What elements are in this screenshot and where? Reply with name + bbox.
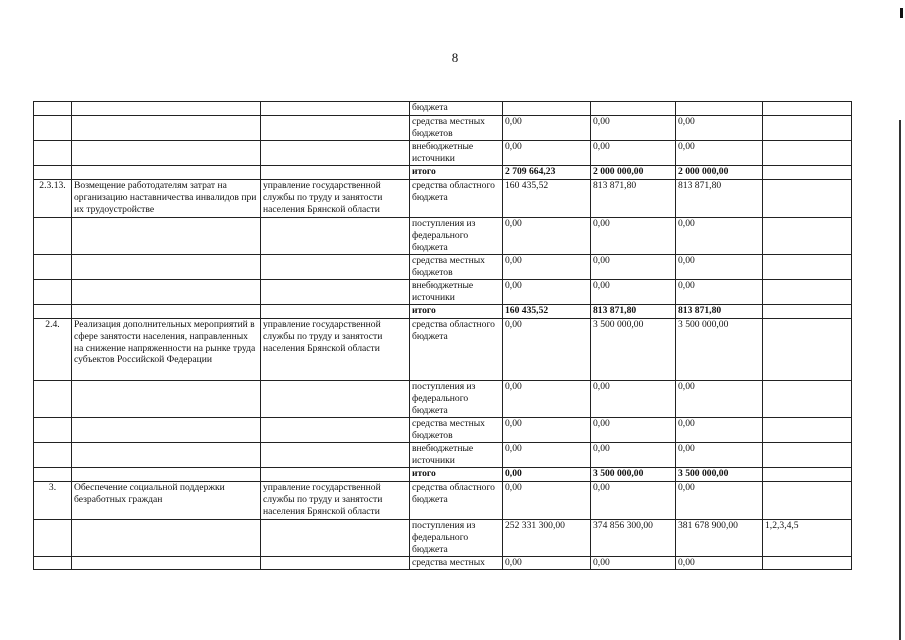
row-number-cell [34,557,72,570]
funding-source-cell: внебюджетные источники [410,443,503,468]
table-row [34,482,852,520]
value-year3-cell: 0,00 [676,280,763,305]
value-year2-cell: 374 856 300,00 [591,520,676,557]
executor-cell [261,381,410,418]
value-year1-cell: 0,00 [503,482,591,520]
activity-name-cell [72,520,261,557]
value-year1-cell: 160 435,52 [503,180,591,218]
row-number-cell [34,141,72,166]
value-year1-cell: 0,00 [503,418,591,443]
funding-source-cell: внебюджетные источники [410,141,503,166]
funding-source-cell: поступления из федерального бюджета [410,218,503,255]
funding-source-cell: средства местных [410,557,503,570]
row-number-cell [34,280,72,305]
indicators-cell [763,418,852,443]
value-year1-cell: 0,00 [503,218,591,255]
table-row [34,280,852,305]
value-year2-cell: 0,00 [591,482,676,520]
indicators-cell [763,102,852,116]
value-year3-cell: 3 500 000,00 [676,468,763,482]
activity-name-cell: Возмещение работодателям затрат на организацию наставничества инвалидов при их трудоустройстве [72,180,261,218]
indicators-cell [763,218,852,255]
funding-source-cell: внебюджетные источники [410,280,503,305]
value-year3-cell: 2 000 000,00 [676,166,763,180]
value-year1-cell: 160 435,52 [503,305,591,319]
value-year3-cell: 0,00 [676,116,763,141]
activity-name-cell: Обеспечение социальной поддержки безработных граждан [72,482,261,520]
executor-cell [261,102,410,116]
value-year3-cell: 0,00 [676,141,763,166]
indicators-cell [763,381,852,418]
table-row [34,418,852,443]
table-row [34,520,852,557]
table-row [34,255,852,280]
funding-source-cell: итого [410,166,503,180]
funding-source-cell: средства местных бюджетов [410,255,503,280]
value-year1-cell: 0,00 [503,116,591,141]
value-year1-cell: 252 331 300,00 [503,520,591,557]
page-number: 8 [451,50,459,65]
funding-source-cell: итого [410,305,503,319]
value-year1-cell: 0,00 [503,443,591,468]
value-year1-cell: 0,00 [503,141,591,166]
activity-name-cell [72,418,261,443]
indicators-cell [763,180,852,218]
row-number-cell [34,218,72,255]
indicators-cell [763,116,852,141]
table-row [34,102,852,116]
value-year1-cell: 0,00 [503,280,591,305]
row-number-cell: 2.3.13. [34,180,72,218]
funding-source-cell: средства областного бюджета [410,319,503,381]
activity-name-cell: Реализация дополнительных мероприятий в сфере занятости населения, направленных на снижение напряженности на рынке труда субъектов Российской Федерации [72,319,261,381]
table-row [34,166,852,180]
value-year1-cell: 0,00 [503,381,591,418]
executor-cell: управление государственной службы по труду и занятости населения Брянской области [261,180,410,218]
value-year2-cell: 2 000 000,00 [591,166,676,180]
value-year3-cell: 813 871,80 [676,305,763,319]
activity-name-cell [72,218,261,255]
value-year1-cell: 2 709 664,23 [503,166,591,180]
indicators-cell [763,482,852,520]
executor-cell [261,418,410,443]
table-row [34,141,852,166]
value-year2-cell: 0,00 [591,218,676,255]
executor-cell [261,557,410,570]
value-year3-cell: 813 871,80 [676,180,763,218]
indicators-cell: 1,2,3,4,5 [763,520,852,557]
value-year1-cell: 0,00 [503,319,591,381]
value-year2-cell: 0,00 [591,141,676,166]
row-number-cell [34,305,72,319]
value-year1-cell: 0,00 [503,468,591,482]
value-year3-cell: 0,00 [676,381,763,418]
financing-table [33,101,852,570]
indicators-cell [763,141,852,166]
executor-cell [261,468,410,482]
executor-cell [261,141,410,166]
value-year2-cell: 3 500 000,00 [591,468,676,482]
executor-cell [261,255,410,280]
row-number-cell [34,443,72,468]
row-number-cell [34,381,72,418]
table-row [34,557,852,570]
funding-source-cell: итого [410,468,503,482]
value-year3-cell: 0,00 [676,482,763,520]
value-year3-cell [676,102,763,116]
value-year2-cell: 3 500 000,00 [591,319,676,381]
value-year2-cell: 813 871,80 [591,180,676,218]
table-row [34,319,852,381]
row-number-cell [34,255,72,280]
indicators-cell [763,305,852,319]
value-year2-cell [591,102,676,116]
executor-cell [261,280,410,305]
value-year3-cell: 0,00 [676,443,763,468]
activity-name-cell [72,443,261,468]
indicators-cell [763,255,852,280]
scan-edge-mark [900,8,903,18]
indicators-cell [763,468,852,482]
table-row [34,468,852,482]
executor-cell [261,116,410,141]
executor-cell [261,520,410,557]
value-year2-cell: 0,00 [591,255,676,280]
activity-name-cell [72,468,261,482]
executor-cell [261,305,410,319]
indicators-cell [763,443,852,468]
executor-cell: управление государственной службы по труду и занятости населения Брянской области [261,482,410,520]
indicators-cell [763,166,852,180]
table-row [34,218,852,255]
table-row [34,443,852,468]
value-year1-cell [503,102,591,116]
row-number-cell [34,166,72,180]
value-year2-cell: 813 871,80 [591,305,676,319]
activity-name-cell [72,141,261,166]
value-year2-cell: 0,00 [591,280,676,305]
executor-cell [261,166,410,180]
activity-name-cell [72,381,261,418]
value-year2-cell: 0,00 [591,443,676,468]
activity-name-cell [72,116,261,141]
activity-name-cell [72,166,261,180]
executor-cell [261,218,410,255]
table-body [34,102,852,570]
indicators-cell [763,319,852,381]
funding-source-cell: средства местных бюджетов [410,116,503,141]
table-row [34,180,852,218]
row-number-cell [34,102,72,116]
row-number-cell [34,468,72,482]
activity-name-cell [72,305,261,319]
row-number-cell [34,418,72,443]
value-year1-cell: 0,00 [503,255,591,280]
value-year3-cell: 3 500 000,00 [676,319,763,381]
row-number-cell: 2.4. [34,319,72,381]
value-year2-cell: 0,00 [591,418,676,443]
value-year3-cell: 0,00 [676,557,763,570]
indicators-cell [763,557,852,570]
scan-edge-line [899,120,901,640]
activity-name-cell [72,255,261,280]
indicators-cell [763,280,852,305]
row-number-cell [34,520,72,557]
row-number-cell [34,116,72,141]
table-row [34,116,852,141]
executor-cell [261,443,410,468]
value-year1-cell: 0,00 [503,557,591,570]
table-row [34,381,852,418]
value-year3-cell: 0,00 [676,255,763,280]
funding-source-cell: средства областного бюджета [410,482,503,520]
funding-source-cell: бюджета [410,102,503,116]
value-year3-cell: 0,00 [676,218,763,255]
row-number-cell: 3. [34,482,72,520]
funding-source-cell: средства областного бюджета [410,180,503,218]
activity-name-cell [72,557,261,570]
value-year3-cell: 0,00 [676,418,763,443]
funding-source-cell: поступления из федерального бюджета [410,381,503,418]
value-year3-cell: 381 678 900,00 [676,520,763,557]
table-row [34,305,852,319]
value-year2-cell: 0,00 [591,116,676,141]
executor-cell: управление государственной службы по труду и занятости населения Брянской области [261,319,410,381]
funding-source-cell: поступления из федерального бюджета [410,520,503,557]
value-year2-cell: 0,00 [591,381,676,418]
funding-source-cell: средства местных бюджетов [410,418,503,443]
activity-name-cell [72,280,261,305]
value-year2-cell: 0,00 [591,557,676,570]
activity-name-cell [72,102,261,116]
